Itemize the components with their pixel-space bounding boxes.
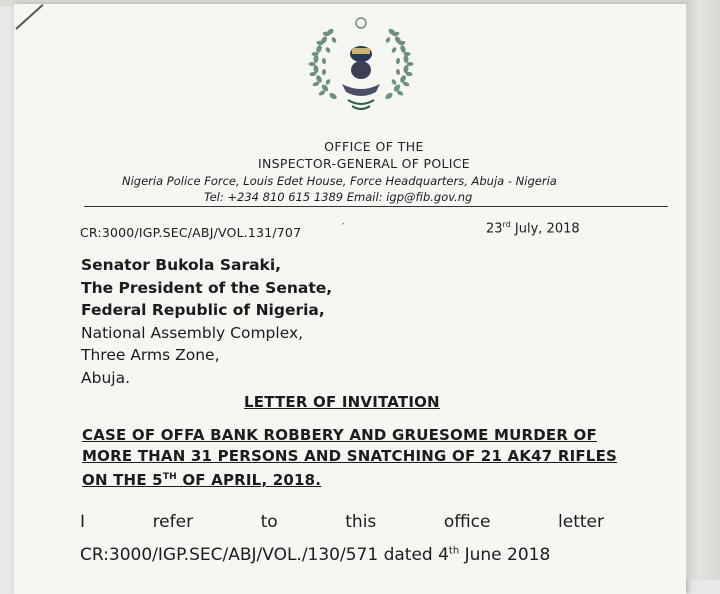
body-word: office xyxy=(443,512,491,532)
addressee-line: Federal Republic of Nigeria, xyxy=(81,301,325,319)
date-rest: July, 2018 xyxy=(510,221,580,237)
subject-line-2: MORE THAN 31 PERSONS AND SNATCHING OF 21 AK47 RIFLES xyxy=(82,447,618,465)
body-word: refer xyxy=(152,512,194,532)
subject-line-3-pre: ON THE 5 xyxy=(82,471,163,489)
body-line-2-sup: th xyxy=(448,545,460,557)
addressee-line: The President of the Senate, xyxy=(81,278,333,297)
office-line-1: OFFICE OF THE xyxy=(324,139,424,154)
police-crest-logo xyxy=(302,14,420,120)
body-line-1 xyxy=(80,512,604,532)
addressee-line: National Assembly Complex, xyxy=(81,323,304,342)
body-line-2 xyxy=(80,545,550,565)
scan-edge-right xyxy=(686,0,720,580)
letterhead-address: Nigeria Police Force, Louis Edet House, Force Headquarters, Abuja - Nigeria xyxy=(122,174,557,188)
header-divider xyxy=(84,206,668,207)
subject-block xyxy=(82,425,617,491)
body-word: to xyxy=(260,512,278,532)
subject-line-3 xyxy=(82,467,617,491)
date-suffix: rd xyxy=(502,220,511,229)
ink-mark: ′ xyxy=(342,222,345,233)
date-day: 23 xyxy=(486,221,503,237)
subject-line-3-sup: TH xyxy=(162,472,177,482)
body-line-2-pre: CR:3000/IGP.SEC/ABJ/VOL./130/571 dated 4 xyxy=(80,545,449,565)
letterhead-contact: Tel: +234 810 615 1389 Email: igp@fib.gov.ng xyxy=(204,190,473,204)
reference-number: CR:3000/IGP.SEC/ABJ/VOL.131/707 xyxy=(80,225,302,240)
addressee-line: Senator Bukola Saraki, xyxy=(81,256,282,274)
body-word: this xyxy=(345,512,377,532)
addressee-line: Abuja. xyxy=(81,368,130,387)
letter-date xyxy=(486,220,580,236)
addressee-line: Three Arms Zone, xyxy=(81,346,220,364)
subject-line-3-post: OF APRIL, 2018. xyxy=(176,471,322,489)
body-line-2-post: June 2018 xyxy=(459,545,551,565)
office-line-2: INSPECTOR-GENERAL OF POLICE xyxy=(257,156,470,171)
addressee-block xyxy=(81,254,332,389)
body-word: I xyxy=(80,512,86,532)
body-word: letter xyxy=(558,512,604,532)
subject-line-1: CASE OF OFFA BANK ROBBERY AND GRUESOME MURDER OF xyxy=(82,426,597,444)
letter-title: LETTER OF INVITATION xyxy=(244,393,440,411)
